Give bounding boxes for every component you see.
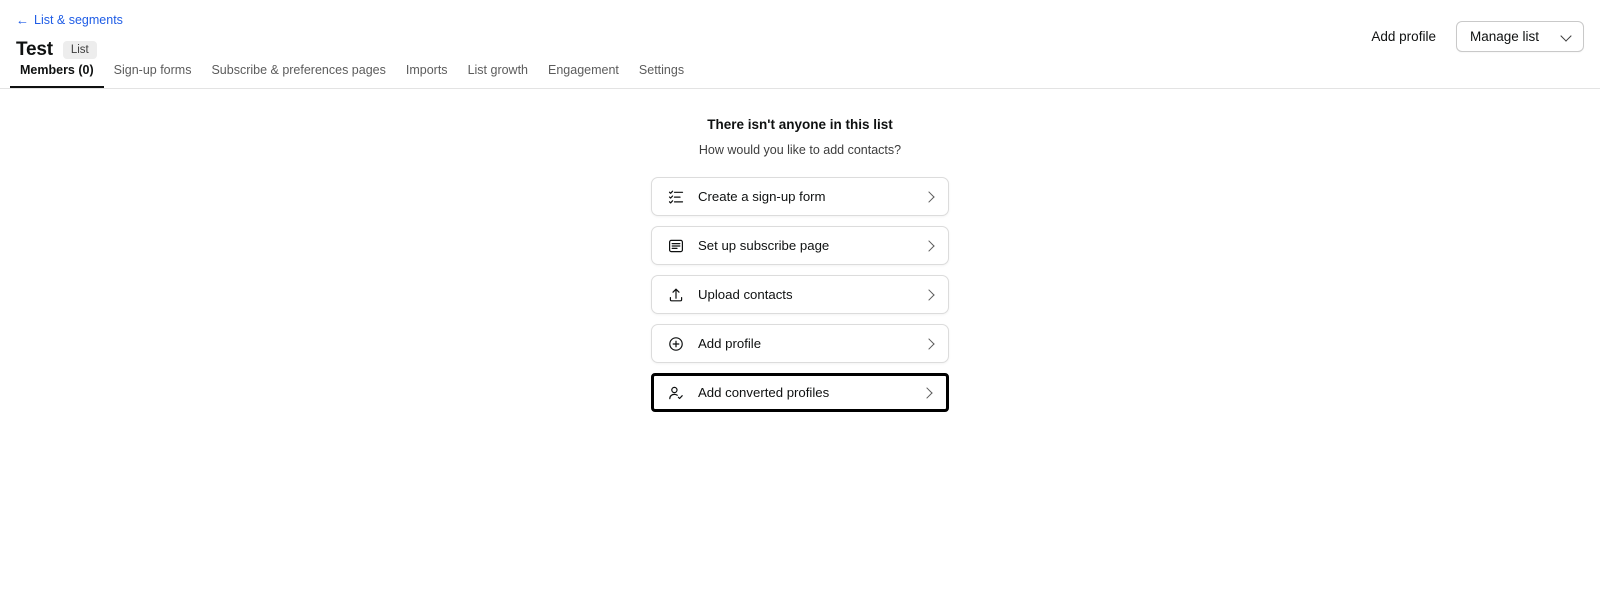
- option-label: Create a sign-up form: [698, 189, 826, 204]
- option-label: Add converted profiles: [698, 385, 830, 400]
- tab-list-growth[interactable]: List growth: [467, 63, 529, 77]
- manage-list-button[interactable]: [1456, 21, 1584, 52]
- form-checklist-icon: [668, 189, 684, 205]
- tab-settings[interactable]: Settings: [638, 63, 685, 77]
- upload-icon: [668, 287, 684, 303]
- option-label: Add profile: [698, 336, 762, 351]
- chevron-right-icon: [920, 386, 934, 400]
- option-add-profile[interactable]: [651, 324, 949, 363]
- option-label: Set up subscribe page: [698, 238, 830, 253]
- chevron-right-icon: [922, 288, 936, 302]
- tab-members[interactable]: Members (0): [10, 57, 104, 88]
- person-check-icon: [668, 385, 684, 401]
- tab-bar: [10, 57, 694, 88]
- option-set-up-subscribe-page[interactable]: [651, 226, 949, 265]
- breadcrumb-label: List & segments: [34, 13, 123, 27]
- breadcrumb-list-and-segments[interactable]: [16, 12, 123, 28]
- option-upload-contacts[interactable]: [651, 275, 949, 314]
- header-actions: [1369, 21, 1584, 52]
- option-label: Upload contacts: [698, 287, 793, 302]
- add-contacts-options: [651, 177, 949, 412]
- manage-list-label: Manage list: [1469, 29, 1539, 44]
- tab-engagement[interactable]: Engagement: [548, 63, 619, 77]
- page-title: Test: [16, 38, 53, 60]
- page-header: [0, 0, 1600, 89]
- tab-imports[interactable]: Imports: [405, 63, 448, 77]
- chevron-right-icon: [922, 239, 936, 253]
- empty-state: [0, 89, 1600, 412]
- empty-state-title: There isn't anyone in this list: [707, 117, 893, 132]
- empty-state-subtitle: How would you like to add contacts?: [698, 143, 902, 157]
- list-type-badge: List: [63, 41, 97, 59]
- page-icon: [668, 238, 684, 254]
- chevron-down-icon: [1561, 31, 1572, 42]
- chevron-right-icon: [922, 190, 936, 204]
- add-profile-button[interactable]: Add profile: [1369, 23, 1438, 50]
- arrow-left-icon: ←: [16, 12, 29, 27]
- chevron-right-icon: [922, 337, 936, 351]
- option-create-sign-up-form[interactable]: [651, 177, 949, 216]
- option-add-converted-profiles[interactable]: [651, 373, 949, 412]
- plus-circle-icon: [668, 336, 684, 352]
- tab-sign-up-forms[interactable]: Sign-up forms: [113, 63, 192, 77]
- tab-subscribe-preferences-pages[interactable]: Subscribe & preferences pages: [211, 63, 386, 77]
